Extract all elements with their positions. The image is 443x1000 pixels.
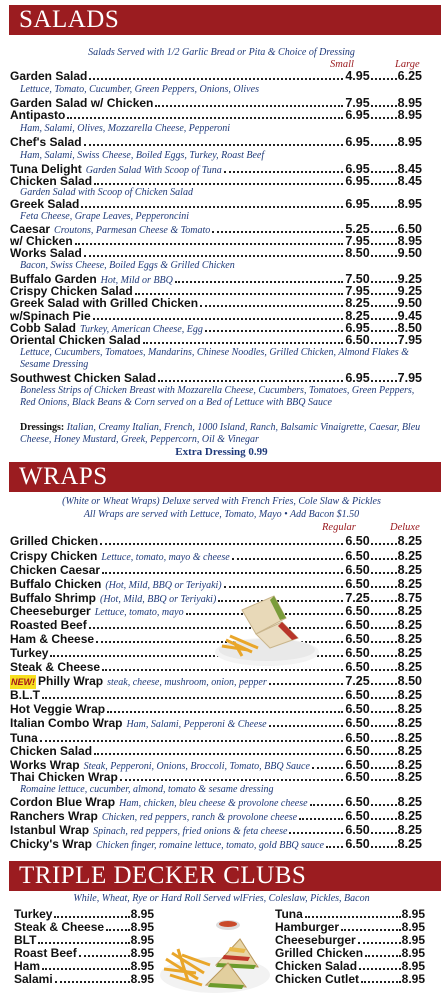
item-price-small: 6.50	[345, 837, 370, 851]
item-inline-description: (Hot, Mild, BBQ or Teriyaki)	[105, 580, 222, 591]
club-name: Turkey	[14, 907, 53, 921]
dot-leader	[371, 171, 397, 173]
item-price-large: 8.25	[397, 563, 422, 577]
club-price: 8.95	[130, 920, 154, 934]
dot-leader	[365, 955, 401, 957]
item-inline-description: Ham, chicken, bleu cheese & provolone cheese	[119, 798, 308, 809]
dot-leader	[371, 832, 397, 834]
menu-item	[10, 246, 422, 260]
menu-item	[10, 702, 422, 716]
dot-leader	[299, 818, 343, 820]
dot-leader	[371, 318, 397, 320]
item-price-small: 6.50	[345, 744, 370, 758]
item-price-large: 8.25	[397, 549, 422, 563]
dot-leader	[371, 206, 397, 208]
item-price-large: 8.25	[397, 809, 422, 823]
item-price-small: 6.95	[345, 371, 370, 385]
item-price-large: 9.25	[397, 284, 422, 298]
club-photo	[158, 915, 272, 997]
menu-item	[10, 577, 422, 591]
dot-leader	[371, 281, 397, 283]
item-price-small: 6.95	[345, 174, 370, 188]
club-name: Salami	[14, 972, 53, 986]
menu-item	[10, 549, 422, 563]
item-price-large: 8.25	[397, 632, 422, 646]
dot-leader	[358, 942, 401, 944]
wraps-banner	[9, 462, 441, 492]
item-price-large: 9.50	[397, 246, 422, 260]
item-price-large: 8.25	[397, 823, 422, 837]
clubs-left-list	[14, 908, 154, 986]
dot-leader	[155, 105, 343, 107]
item-price-large: 8.25	[397, 744, 422, 758]
menu-item	[10, 69, 422, 83]
item-name: Cobb Salad	[10, 321, 77, 335]
item-inline-description: Garden Salad With Scoop of Tuna	[85, 165, 222, 176]
item-price-small: 6.50	[345, 632, 370, 646]
menu-item	[10, 744, 422, 758]
item-price-small: 6.50	[345, 563, 370, 577]
dot-leader	[371, 669, 397, 671]
item-name: Ranchers Wrap	[10, 809, 98, 823]
dot-leader	[224, 171, 344, 173]
item-price-large: 8.25	[397, 618, 422, 632]
item-price-small: 7.95	[345, 284, 370, 298]
wrap-photo	[212, 590, 322, 670]
item-price-small: 6.50	[345, 618, 370, 632]
item-price-large: 8.95	[397, 96, 422, 110]
item-name: Steak & Cheese	[10, 660, 101, 674]
new-badge: NEW!	[11, 677, 35, 687]
salads-subtitle: Salads Served with 1/2 Garlic Bread or Pita & Choice of Dressing	[88, 47, 355, 58]
item-price-small: 7.95	[345, 234, 370, 248]
item-name: Greek Salad with Grilled Chicken	[10, 296, 199, 310]
dot-leader	[371, 740, 397, 742]
item-description: Bacon, Swiss Cheese, Boiled Eggs & Grilled Chicken	[20, 260, 235, 271]
item-price-large: 8.45	[397, 174, 422, 188]
item-price-small: 5.25	[345, 222, 370, 236]
club-name: Tuna	[275, 907, 303, 921]
item-price-small: 6.50	[345, 534, 370, 548]
salads-banner	[9, 5, 441, 35]
menu-item	[10, 534, 422, 548]
dot-leader	[289, 832, 343, 834]
menu-item	[10, 674, 422, 688]
dot-leader	[312, 767, 343, 769]
item-price-large: 6.25	[397, 69, 422, 83]
dot-leader	[371, 255, 397, 257]
menu-item	[10, 809, 422, 823]
dot-leader	[120, 779, 344, 781]
dot-leader	[361, 981, 401, 983]
menu-item	[10, 371, 422, 385]
item-name: Caesar	[10, 222, 51, 236]
dot-leader	[371, 818, 397, 820]
menu-item	[10, 333, 422, 347]
dot-leader	[102, 572, 343, 574]
dot-leader	[67, 117, 343, 119]
dot-leader	[371, 711, 397, 713]
club-item	[14, 973, 154, 986]
dot-leader	[371, 572, 397, 574]
item-price-small: 6.50	[345, 646, 370, 660]
dot-leader	[371, 655, 397, 657]
dot-leader	[81, 206, 343, 208]
item-price-small: 7.95	[345, 96, 370, 110]
dot-leader	[371, 627, 397, 629]
item-name: Crispy Chicken	[10, 549, 98, 563]
club-name: Roast Beef	[14, 946, 77, 960]
item-price-small: 8.25	[345, 296, 370, 310]
dot-leader	[371, 725, 397, 727]
dot-leader	[158, 380, 343, 382]
dot-leader	[371, 558, 397, 560]
menu-item	[10, 688, 422, 702]
item-name: Garden Salad	[10, 69, 88, 83]
dot-leader	[212, 231, 343, 233]
dot-leader	[75, 243, 344, 245]
item-price-small: 6.50	[345, 731, 370, 745]
item-price-large: 8.25	[397, 646, 422, 660]
item-name: Ham & Cheese	[10, 632, 95, 646]
item-name: Chicken Caesar	[10, 563, 101, 577]
item-description: Romaine lettuce, cucumber, almond, tomato & sesame dressing	[20, 784, 274, 795]
item-name: Antipasto	[10, 108, 66, 122]
menu-item	[10, 731, 422, 745]
club-name: Ham	[14, 959, 41, 973]
item-price-small: 6.50	[345, 702, 370, 716]
club-item	[275, 973, 425, 986]
item-name: Buffalo Garden	[10, 272, 97, 286]
dot-leader	[42, 697, 343, 699]
item-name: Oriental Chicken Salad	[10, 333, 141, 347]
item-inline-description: Lettuce, tomato, mayo & cheese	[101, 552, 230, 563]
item-inline-description: Ham, Salami, Pepperoni & Cheese	[126, 719, 267, 730]
item-price-large: 8.25	[397, 837, 422, 851]
item-name: Cordon Blue Wrap	[10, 795, 116, 809]
dot-leader	[371, 293, 397, 295]
clubs-banner	[9, 861, 441, 891]
item-price-small: 6.50	[345, 716, 370, 730]
dot-leader	[269, 725, 344, 727]
item-inline-description: Chicken finger, romaine lettuce, tomato, gold BBQ sauce	[96, 840, 324, 851]
item-name: Thai Chicken Wrap	[10, 770, 118, 784]
item-name: Buffalo Shrimp	[10, 591, 96, 605]
item-price-small: 6.50	[345, 688, 370, 702]
dot-leader	[371, 330, 397, 332]
dot-leader	[371, 846, 397, 848]
item-inline-description: steak, cheese, mushroom, onion, pepper	[107, 677, 267, 688]
dot-leader	[371, 117, 397, 119]
item-price-large: 8.25	[397, 688, 422, 702]
item-price-small: 7.25	[345, 591, 370, 605]
item-inline-description: Turkey, American Cheese, Egg	[80, 324, 203, 335]
item-name: Chef's Salad	[10, 135, 82, 149]
item-price-large: 8.50	[397, 321, 422, 335]
dot-leader	[54, 916, 129, 918]
item-price-small: 6.95	[345, 162, 370, 176]
item-description: Boneless Strips of Chicken Breast with Mozzarella Cheese, Cucumbers, Tomatoes, Green Peppers, Red Onions, Black Beans & Corn served on a Bed of Lettuce with BBQ Sauce	[20, 385, 415, 408]
club-name: Steak & Cheese	[14, 920, 105, 934]
item-price-small: 6.50	[345, 809, 370, 823]
item-name: Turkey	[10, 646, 49, 660]
item-name: Hot Veggie Wrap	[10, 702, 106, 716]
item-price-small: 8.25	[345, 309, 370, 323]
item-price-large: 8.50	[397, 674, 422, 688]
item-price-large: 8.25	[397, 577, 422, 591]
dot-leader	[94, 183, 343, 185]
item-description: Lettuce, Tomato, Cucumber, Green Peppers, Onions, Olives	[20, 84, 259, 95]
item-price-large: 8.25	[397, 534, 422, 548]
club-price: 8.95	[401, 920, 425, 934]
item-price-small: 6.50	[345, 758, 370, 772]
extra-dressing: Extra Dressing 0.99	[175, 446, 268, 458]
item-price-large: 8.95	[397, 135, 422, 149]
item-price-small: 7.25	[345, 674, 370, 688]
dot-leader	[371, 779, 397, 781]
item-name: Works Salad	[10, 246, 82, 260]
clubs-title: TRIPLE DECKER CLUBS	[19, 862, 307, 889]
dot-leader	[84, 144, 344, 146]
club-price: 8.95	[401, 907, 425, 921]
dot-leader	[310, 804, 344, 806]
item-description: Garden Salad with Scoop of Chicken Salad	[20, 187, 193, 198]
item-name: Greek Salad	[10, 197, 80, 211]
item-price-small: 6.95	[345, 197, 370, 211]
item-inline-description: (Hot, Mild, BBQ or Teriyaki)	[100, 594, 217, 605]
clubs-subtitle: While, Wheat, Rye or Hard Roll Served wlFries, Coleslaw, Pickles, Bacon	[73, 893, 370, 904]
dot-leader	[341, 929, 401, 931]
item-price-large: 8.25	[397, 702, 422, 716]
dot-leader	[371, 231, 397, 233]
item-price-small: 6.95	[345, 108, 370, 122]
item-inline-description: Chicken, red peppers, ranch & provolone cheese	[101, 812, 298, 823]
club-name: Hamburger	[275, 920, 340, 934]
menu-item	[10, 197, 422, 211]
club-name: BLT	[14, 933, 37, 947]
club-name: Chicken Cutlet	[275, 972, 360, 986]
item-price-small: 6.50	[345, 333, 370, 347]
menu-item	[10, 770, 422, 784]
item-name: Buffalo Chicken	[10, 577, 102, 591]
wraps-col-regular: Regular	[322, 522, 356, 533]
item-name: Chicky's Wrap	[10, 837, 92, 851]
dot-leader	[84, 255, 344, 257]
item-price-large: 8.95	[397, 108, 422, 122]
item-name: w/ Chicken	[10, 234, 73, 248]
club-price: 8.95	[130, 959, 154, 973]
dressings-label: Dressings:	[20, 422, 65, 433]
dot-leader	[371, 543, 397, 545]
item-name: Philly Wrap	[38, 674, 104, 688]
salads-col-large: Large	[395, 59, 420, 70]
item-price-small: 6.50	[345, 770, 370, 784]
item-price-small: 6.50	[345, 823, 370, 837]
item-price-large: 8.45	[397, 162, 422, 176]
menu-item	[10, 716, 422, 730]
club-price: 8.95	[130, 972, 154, 986]
item-price-large: 9.45	[397, 309, 422, 323]
item-price-large: 7.95	[397, 371, 422, 385]
item-name: Tuna Delight	[10, 162, 82, 176]
menu-item	[10, 108, 422, 122]
item-price-large: 8.25	[397, 731, 422, 745]
item-name: Chicken Salad	[10, 744, 93, 758]
item-price-small: 6.95	[345, 321, 370, 335]
menu-item	[10, 174, 422, 188]
dot-leader	[55, 981, 130, 983]
dressings-text	[20, 422, 425, 446]
dot-leader	[371, 144, 397, 146]
item-price-large: 8.95	[397, 234, 422, 248]
item-inline-description: Hot, Mild or BBQ	[100, 275, 173, 286]
dot-leader	[371, 613, 397, 615]
menu-item	[10, 823, 422, 837]
dot-leader	[371, 683, 397, 685]
dot-leader	[143, 342, 344, 344]
dot-leader	[40, 740, 344, 742]
dot-leader	[371, 78, 397, 80]
dot-leader	[371, 753, 397, 755]
item-price-small: 6.50	[345, 795, 370, 809]
salads-title: SALADS	[19, 6, 120, 33]
item-price-large: 8.95	[397, 197, 422, 211]
club-name: Cheeseburger	[275, 933, 356, 947]
club-price: 8.95	[130, 907, 154, 921]
dot-leader	[371, 697, 397, 699]
dot-leader	[106, 929, 130, 931]
item-name: Roasted Beef	[10, 618, 87, 632]
dot-leader	[135, 293, 344, 295]
dot-leader	[175, 281, 343, 283]
item-inline-description: Steak, Pepperoni, Onions, Broccoli, Tomato, BBQ Sauce	[83, 761, 310, 772]
dot-leader	[94, 753, 343, 755]
dot-leader	[42, 968, 130, 970]
dot-leader	[371, 183, 397, 185]
dot-leader	[371, 380, 397, 382]
item-name: Grilled Chicken	[10, 534, 99, 548]
item-price-small: 6.50	[345, 549, 370, 563]
item-price-large: 8.25	[397, 660, 422, 674]
item-price-small: 6.50	[345, 604, 370, 618]
wraps-subtitle-1: (White or Wheat Wraps) Deluxe served with French Fries, Cole Slaw & Pickles	[62, 496, 381, 507]
item-price-large: 7.95	[397, 333, 422, 347]
dot-leader	[371, 767, 397, 769]
item-description: Ham, Salami, Olives, Mozzarella Cheese, Pepperoni	[20, 123, 231, 134]
item-price-large: 8.25	[397, 716, 422, 730]
item-description: Feta Cheese, Grape Leaves, Pepperoncini	[20, 211, 190, 222]
item-name: w/Spinach Pie	[10, 309, 91, 323]
item-price-small: 6.50	[345, 660, 370, 674]
menu-item	[10, 563, 422, 577]
dot-leader	[371, 105, 397, 107]
item-price-small: 7.50	[345, 272, 370, 286]
item-name: Southwest Chicken Salad	[10, 371, 157, 385]
item-price-large: 8.25	[397, 604, 422, 618]
dot-leader	[371, 641, 397, 643]
dot-leader	[38, 942, 129, 944]
dot-leader	[89, 78, 343, 80]
club-price: 8.95	[401, 946, 425, 960]
item-price-small: 8.50	[345, 246, 370, 260]
menu-item	[10, 296, 422, 310]
wraps-subtitle-2: All Wraps are served with Lettuce, Tomato, Mayo • Add Bacon $1.50	[83, 509, 360, 520]
dot-leader	[371, 600, 397, 602]
dot-leader	[224, 586, 344, 588]
dot-leader	[205, 330, 343, 332]
item-price-large: 9.25	[397, 272, 422, 286]
wraps-title: WRAPS	[19, 463, 108, 490]
item-name: B.L.T	[10, 688, 40, 702]
item-name: Garden Salad w/ Chicken	[10, 96, 154, 110]
dot-leader	[107, 711, 343, 713]
item-price-large: 8.25	[397, 770, 422, 784]
clubs-right-list	[275, 908, 425, 986]
menu-item	[10, 795, 422, 809]
dot-leader	[371, 342, 397, 344]
item-price-large: 8.25	[397, 758, 422, 772]
item-price-large: 6.50	[397, 222, 422, 236]
menu-item	[10, 837, 422, 851]
item-price-small: 6.50	[345, 577, 370, 591]
dressings-list: Italian, Creamy Italian, French, 1000 Island, Ranch, Balsamic Vinaigrette, Caesar, Bleu Cheese, Honey Mustard, Greek, Peppercorn, Oil & Vinegar	[20, 422, 421, 445]
item-name: Crispy Chicken Salad	[10, 284, 133, 298]
item-price-large: 8.75	[397, 591, 422, 605]
item-price-large: 8.25	[397, 795, 422, 809]
club-price: 8.95	[401, 933, 425, 947]
dot-leader	[305, 916, 401, 918]
wraps-col-deluxe: Deluxe	[390, 522, 420, 533]
item-name: Tuna	[10, 731, 38, 745]
dot-leader	[371, 243, 397, 245]
item-name: Chicken Salad	[10, 174, 93, 188]
item-description: Lettuce, Cucumbers, Tomatoes, Mandarins, Chinese Noodles, Grilled Chicken, Almond Flakes & Sesame Dressing	[20, 347, 409, 370]
dot-leader	[232, 558, 344, 560]
club-price: 8.95	[130, 946, 154, 960]
club-price: 8.95	[401, 972, 425, 986]
club-name: Chicken Salad	[275, 959, 358, 973]
item-description: Ham, Salami, Swiss Cheese, Boiled Eggs, Turkey, Roast Beef	[20, 150, 265, 161]
item-price-small: 4.95	[345, 69, 370, 83]
dot-leader	[371, 804, 397, 806]
item-inline-description: Croutons, Parmesan Cheese & Tomato	[54, 225, 211, 236]
club-price: 8.95	[401, 959, 425, 973]
item-inline-description: Lettuce, tomato, mayo	[94, 607, 184, 618]
dot-leader	[79, 955, 130, 957]
salads-col-small: Small	[330, 59, 354, 70]
item-name: Works Wrap	[10, 758, 80, 772]
dot-leader	[371, 586, 397, 588]
item-name: Cheeseburger	[10, 604, 91, 618]
item-name: Italian Combo Wrap	[10, 716, 123, 730]
dot-leader	[200, 305, 343, 307]
dot-leader	[359, 968, 401, 970]
dot-leader	[371, 305, 397, 307]
menu-item	[10, 135, 422, 149]
dot-leader	[326, 846, 343, 848]
item-name: Istanbul Wrap	[10, 823, 90, 837]
club-name: Grilled Chicken	[275, 946, 364, 960]
item-price-large: 9.50	[397, 296, 422, 310]
dot-leader	[100, 543, 343, 545]
item-price-small: 6.95	[345, 135, 370, 149]
club-price: 8.95	[130, 933, 154, 947]
item-inline-description: Spinach, red peppers, fried onions & feta cheese	[93, 826, 288, 837]
dot-leader	[269, 683, 344, 685]
dot-leader	[93, 318, 344, 320]
